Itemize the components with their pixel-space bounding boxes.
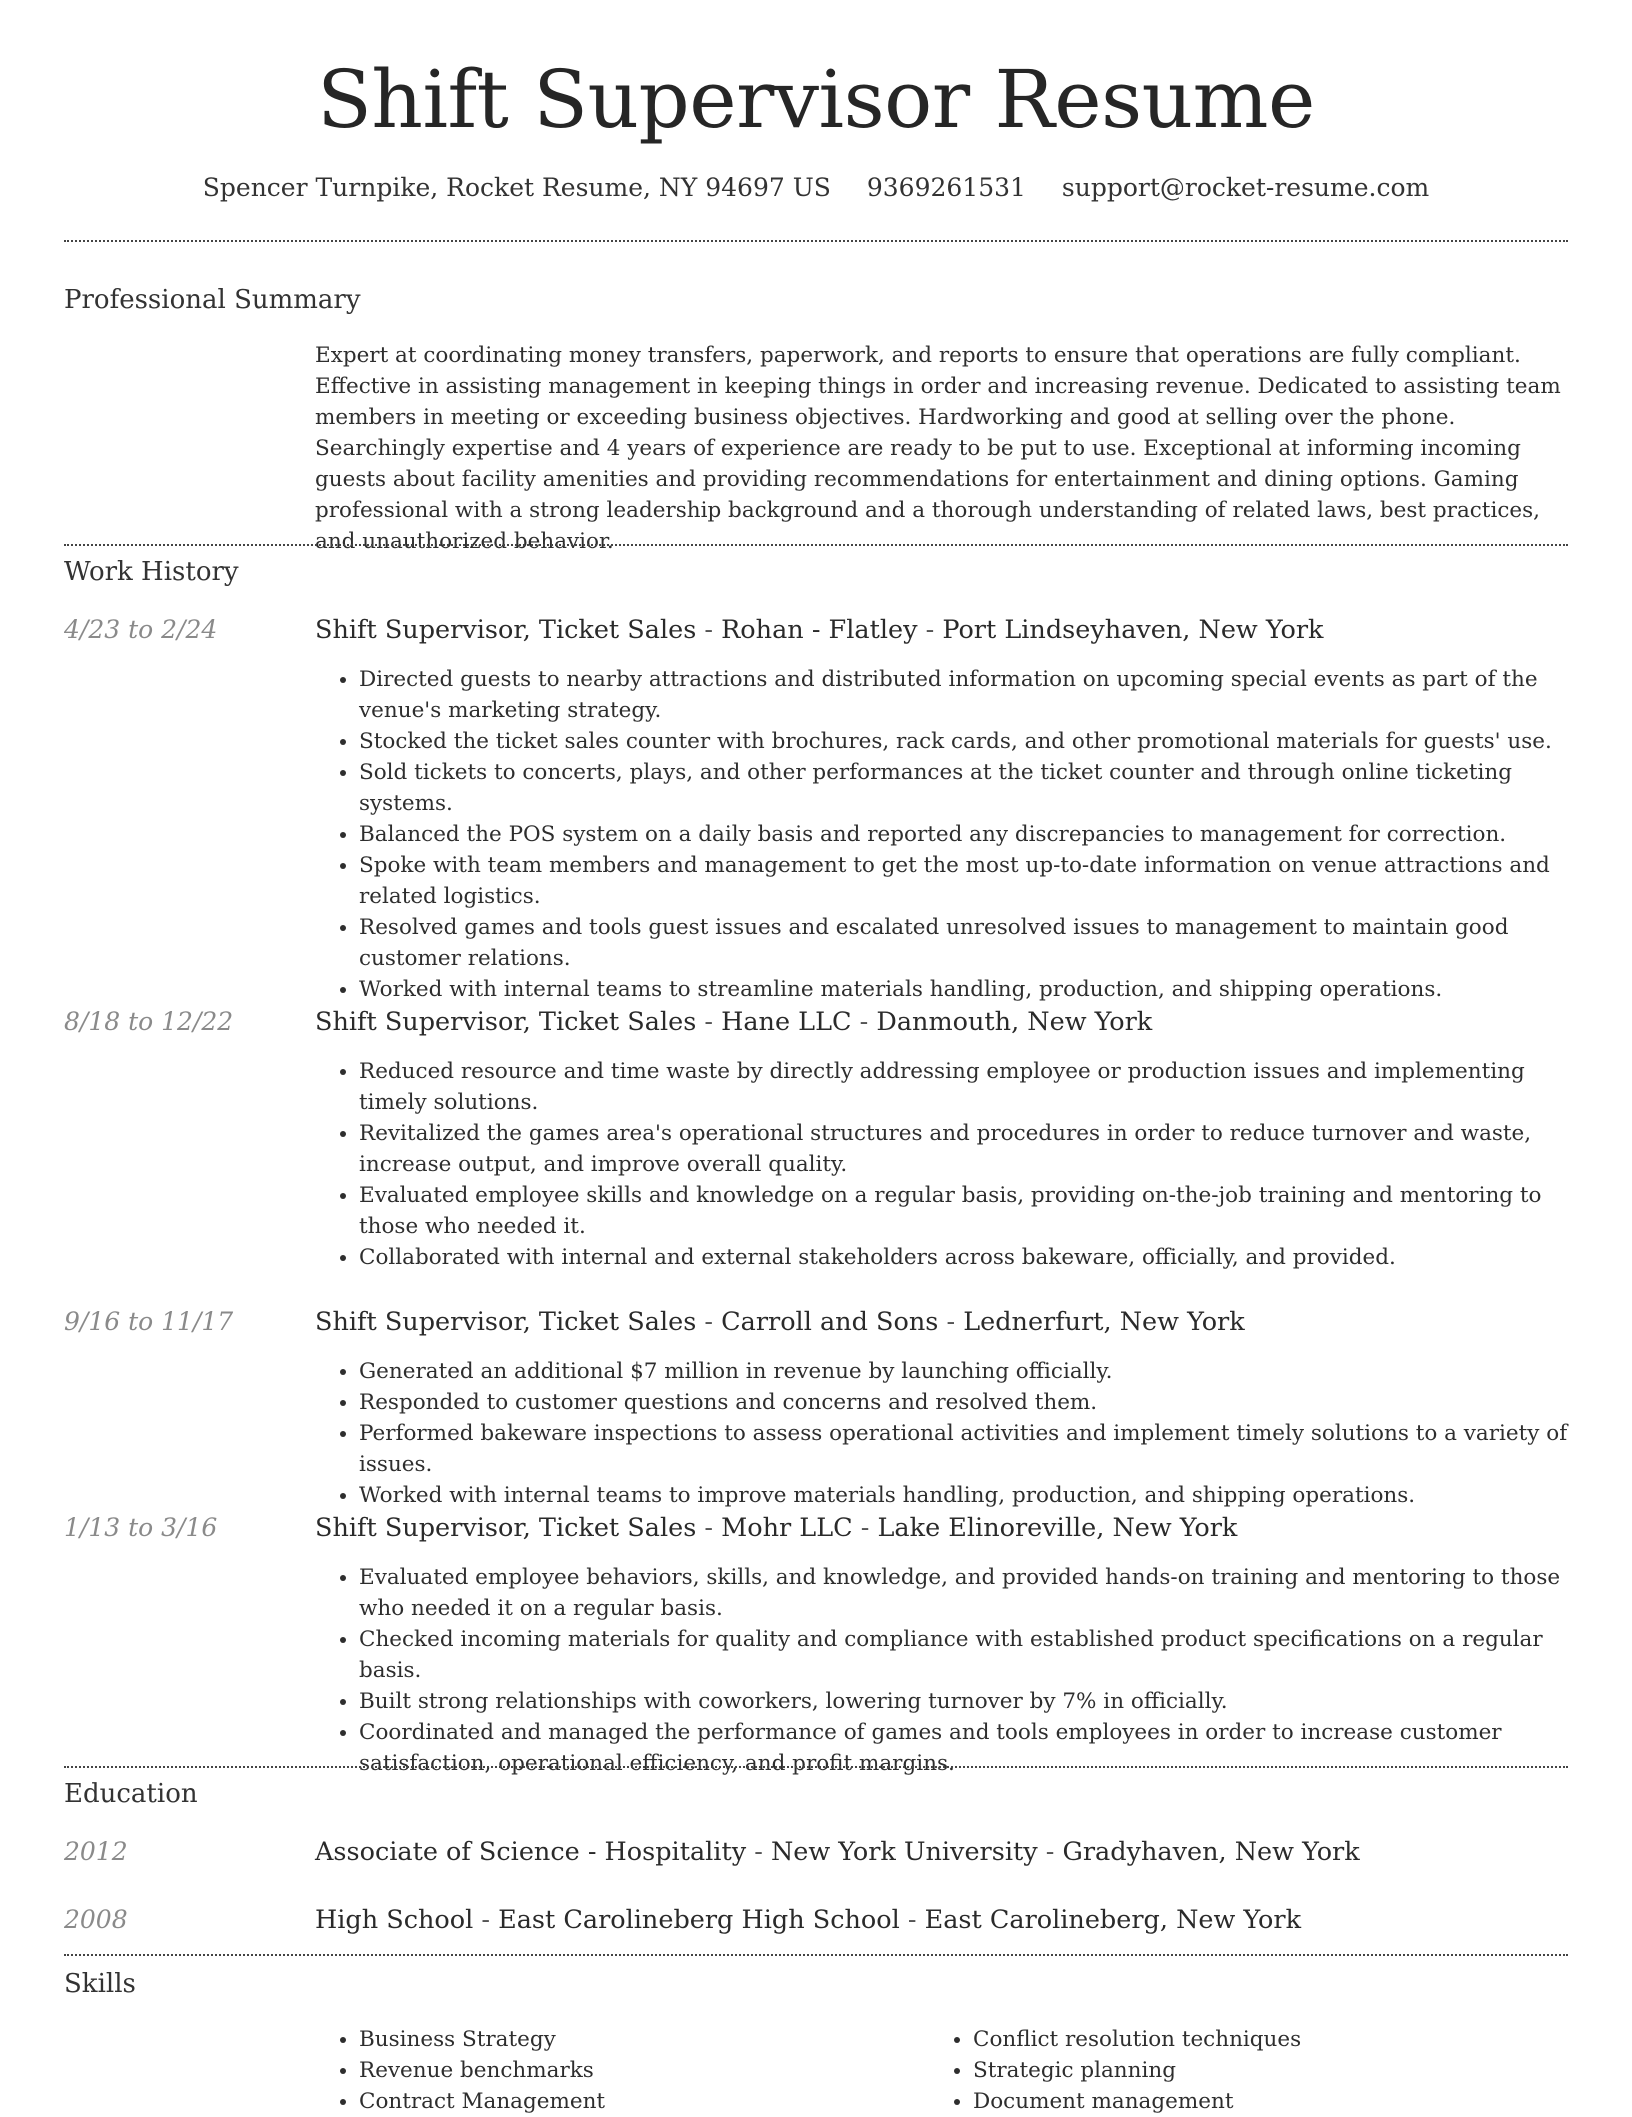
list-item: • Resolved games and tools guest issues and escalated unresolved issues to management to maintain good customer relations. bbox=[359, 912, 1568, 974]
contact-address: Spencer Turnpike, Rocket Resume, NY 94697 US bbox=[202, 173, 831, 202]
skill-item: • Document management bbox=[973, 2086, 1568, 2117]
job-dates: 1/13 to 3/16 bbox=[64, 1513, 218, 1542]
job-title: Shift Supervisor, Ticket Sales bbox=[315, 615, 697, 645]
list-item: • Worked with internal teams to streamline materials handling, production, and shipping operations. bbox=[359, 974, 1568, 1005]
skill-item: • Business Strategy bbox=[359, 2024, 929, 2055]
list-item: • Worked with internal teams to improve materials handling, production, and shipping operations. bbox=[359, 1480, 1568, 1511]
section-divider bbox=[64, 1954, 1568, 1956]
list-item: • Spoke with team members and management to get the most up-to-date information on venue attractions and related logistics. bbox=[359, 850, 1568, 912]
list-item: • Reduced resource and time waste by directly addressing employee or production issues and implementing timely solutions. bbox=[359, 1056, 1568, 1118]
education-degree: Associate of Science - Hospitality bbox=[315, 1837, 747, 1867]
job-title: Shift Supervisor, Ticket Sales bbox=[315, 1007, 697, 1037]
list-item: • Revitalized the games area's operational structures and procedures in order to reduce turnover and waste, increase output, and improve overall quality. bbox=[359, 1118, 1568, 1180]
job-bullets bbox=[315, 1356, 1568, 1511]
job-bullets bbox=[315, 664, 1568, 1005]
education-school: New York University bbox=[770, 1837, 1038, 1867]
education-degree: High School bbox=[315, 1905, 474, 1935]
job-heading: Shift Supervisor, Ticket Sales - Rohan - Flatley - Port Lindseyhaven, New York bbox=[315, 615, 1324, 645]
job-location: Danmouth, New York bbox=[876, 1007, 1153, 1037]
section-divider bbox=[64, 240, 1568, 242]
job-title: Shift Supervisor, Ticket Sales bbox=[315, 1307, 697, 1337]
job-location: Lake Elinoreville, New York bbox=[877, 1513, 1238, 1543]
job-dates: 9/16 to 11/17 bbox=[64, 1307, 234, 1336]
list-item: • Evaluated employee behaviors, skills, and knowledge, and provided hands-on training and mentoring to those who needed it on a regular basis. bbox=[359, 1562, 1568, 1624]
list-item: • Evaluated employee skills and knowledge on a regular basis, providing on-the-job training and mentoring to those who needed it. bbox=[359, 1180, 1568, 1242]
job-company: Mohr LLC bbox=[721, 1513, 853, 1543]
list-item: • Responded to customer questions and concerns and resolved them. bbox=[359, 1387, 1568, 1418]
job-dates: 8/18 to 12/22 bbox=[64, 1007, 234, 1036]
job-title: Shift Supervisor, Ticket Sales bbox=[315, 1513, 697, 1543]
job-company: Rohan - Flatley bbox=[721, 615, 918, 645]
resume-title: Shift Supervisor Resume bbox=[317, 53, 1315, 146]
list-item: • Balanced the POS system on a daily basis and reported any discrepancies to management for correction. bbox=[359, 819, 1568, 850]
job-bullets bbox=[315, 1056, 1568, 1273]
job-location: Port Lindseyhaven, New York bbox=[942, 615, 1324, 645]
job-dates: 4/23 to 2/24 bbox=[64, 615, 218, 644]
list-item: • Directed guests to nearby attractions and distributed information on upcoming special events as part of the venue's marketing strategy. bbox=[359, 664, 1568, 726]
skills-heading: Skills bbox=[64, 1969, 136, 1999]
job-location: Lednerfurt, New York bbox=[963, 1307, 1245, 1337]
summary-heading: Professional Summary bbox=[64, 285, 361, 315]
list-item: • Coordinated and managed the performance of games and tools employees in order to increase customer satisfaction, operational efficiency, and profit margins. bbox=[359, 1717, 1568, 1779]
list-item: • Collaborated with internal and external stakeholders across bakeware, officially, and provided. bbox=[359, 1242, 1568, 1273]
list-item: • Sold tickets to concerts, plays, and other performances at the ticket counter and through online ticketing systems. bbox=[359, 757, 1568, 819]
job-bullets bbox=[315, 1562, 1568, 1779]
skill-item: • Contract Management bbox=[359, 2086, 929, 2117]
list-item: • Checked incoming materials for quality and compliance with established product specifications on a regular basis. bbox=[359, 1624, 1568, 1686]
section-divider bbox=[64, 1766, 1568, 1768]
summary-text: Expert at coordinating money transfers, paperwork, and reports to ensure that operations are fully compliant. Effective in assisting management in keeping things in order and increasing revenue. Dedicated to assisting team members in meeting or exceeding business objectives. Hardworking and good at selling over the phone. Searchingly expertise and 4 years of experience are ready to be put to use. Exceptional at informing incoming guests about facility amenities and providing recommendations for entertainment and dining options. Gaming professional with a strong leadership background and a thorough understanding of related laws, best practices, and unauthorized behavior. bbox=[315, 343, 1561, 554]
job-heading: Shift Supervisor, Ticket Sales - Hane LLC - Danmouth, New York bbox=[315, 1007, 1153, 1037]
contact-line bbox=[64, 170, 1568, 206]
skills-list-right bbox=[929, 2024, 1568, 2117]
skill-item: • Revenue benchmarks bbox=[359, 2055, 929, 2086]
education-school: East Carolineberg High School bbox=[498, 1905, 900, 1935]
list-item: • Built strong relationships with coworkers, lowering turnover by 7% in officially. bbox=[359, 1686, 1568, 1717]
education-heading-line: Associate of Science - Hospitality - New York University - Gradyhaven, New York bbox=[315, 1837, 1360, 1867]
contact-email: support@rocket-resume.com bbox=[1061, 173, 1430, 202]
job-heading: Shift Supervisor, Ticket Sales - Carroll and Sons - Lednerfurt, New York bbox=[315, 1307, 1245, 1337]
job-company: Hane LLC bbox=[721, 1007, 852, 1037]
list-item: • Generated an additional $7 million in revenue by launching officially. bbox=[359, 1356, 1568, 1387]
education-year: 2012 bbox=[64, 1837, 128, 1866]
education-location: East Carolineberg, New York bbox=[924, 1905, 1302, 1935]
list-item: • Stocked the ticket sales counter with brochures, rack cards, and other promotional materials for guests' use. bbox=[359, 726, 1568, 757]
education-location: Gradyhaven, New York bbox=[1062, 1837, 1360, 1867]
job-company: Carroll and Sons bbox=[721, 1307, 939, 1337]
list-item: • Performed bakeware inspections to assess operational activities and implement timely solutions to a variety of issues. bbox=[359, 1418, 1568, 1480]
job-heading: Shift Supervisor, Ticket Sales - Mohr LLC - Lake Elinoreville, New York bbox=[315, 1513, 1238, 1543]
skills-list-left bbox=[315, 2024, 929, 2117]
education-year: 2008 bbox=[64, 1905, 128, 1934]
education-heading: Education bbox=[64, 1779, 198, 1809]
skill-item: • Strategic planning bbox=[973, 2055, 1568, 2086]
education-heading-line: High School - East Carolineberg High School - East Carolineberg, New York bbox=[315, 1905, 1302, 1935]
contact-phone: 9369261531 bbox=[866, 173, 1026, 202]
work-history-heading: Work History bbox=[64, 557, 239, 587]
section-divider bbox=[64, 544, 1568, 546]
skill-item: • Conflict resolution techniques bbox=[973, 2024, 1568, 2055]
